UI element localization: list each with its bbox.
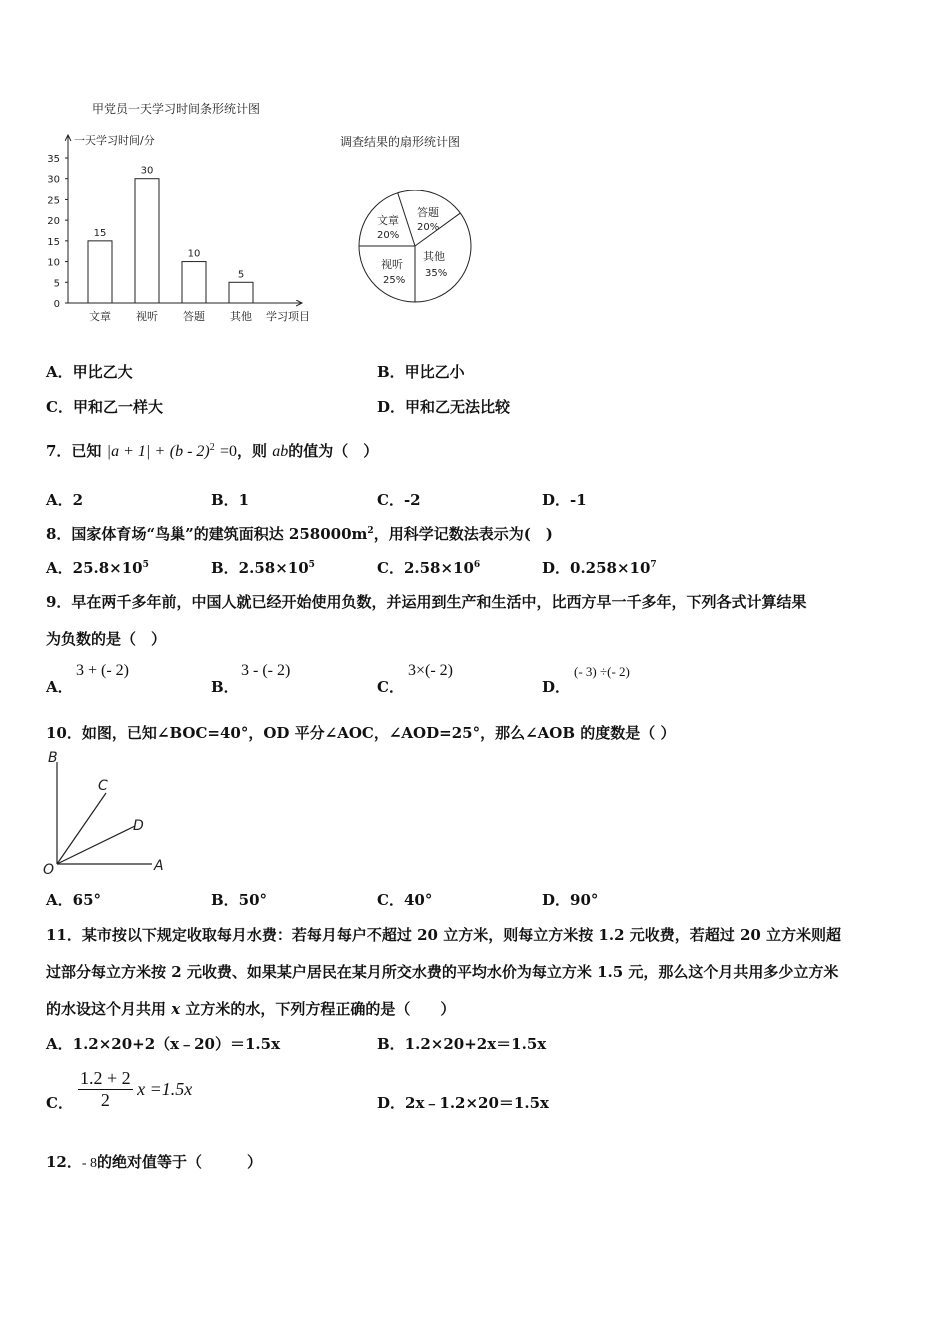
- q7-expr-square: (b - 2): [169, 443, 210, 460]
- q9-option-b-label[interactable]: B．: [211, 678, 239, 696]
- q7-expr-abs: |a + 1|: [106, 443, 151, 460]
- q12-prefix: 12．: [46, 1153, 82, 1171]
- y-tick-label: 10: [47, 257, 60, 269]
- x-axis-label: 学习项目: [266, 310, 310, 323]
- q7-prefix: 7．已知: [46, 442, 102, 460]
- category-label: 视听: [136, 310, 158, 323]
- pie-pct-dati: 20%: [417, 222, 440, 233]
- bar-value-label: 5: [237, 269, 245, 281]
- angle-figure: [40, 748, 175, 878]
- q7-suffix: 的值为（ ）: [288, 442, 379, 460]
- pie-chart: [355, 190, 480, 305]
- q7-ab: ab: [272, 443, 289, 460]
- q12-value: - 8: [81, 1156, 98, 1171]
- question-7: [46, 440, 378, 461]
- y-tick-label: 30: [47, 174, 60, 186]
- q7-mid: ，则: [237, 442, 268, 460]
- category-label: 其他: [230, 310, 252, 323]
- bar-value-label: 10: [187, 248, 201, 260]
- label-c: C: [98, 778, 108, 794]
- q8-text: 8．国家体育场“鸟巢”的建筑面积达 258000m: [46, 525, 368, 543]
- category-label: 答题: [183, 310, 205, 323]
- q11-line3b: 立方米的水，下列方程正确的是（ ）: [180, 1000, 456, 1018]
- y-tick-label: 0: [53, 299, 60, 310]
- q9-option-a-expr[interactable]: 3 + (- 2): [76, 662, 130, 679]
- bar-value-label: 15: [93, 227, 107, 239]
- question-12: [46, 1151, 262, 1172]
- q10-option-b[interactable]: B．50°: [211, 891, 268, 909]
- q9-option-a-label[interactable]: A．: [46, 678, 73, 696]
- pie-pct-wenzhang: 20%: [377, 230, 400, 241]
- q6-option-c[interactable]: C．甲和乙一样大: [46, 398, 163, 416]
- q8-option-b-base: B．2.58×10: [211, 559, 309, 577]
- q8-option-a[interactable]: [46, 557, 149, 578]
- question-8: [46, 523, 553, 544]
- bar-1: [88, 241, 112, 303]
- q11-option-c-label[interactable]: C．: [46, 1094, 73, 1112]
- q6-option-b[interactable]: B．甲比乙小: [377, 363, 465, 381]
- q7-option-c[interactable]: C．-2: [377, 491, 421, 509]
- category-label: 文章: [89, 310, 111, 323]
- q11-option-c-fraction: [78, 1068, 133, 1111]
- q9-option-d-label[interactable]: D．: [542, 678, 571, 696]
- q11-option-d[interactable]: D．2x﹣1.2×20＝1.5x: [377, 1094, 549, 1112]
- q7-option-d[interactable]: D．-1: [542, 491, 587, 509]
- pie-label-wenzhang: 文章: [377, 214, 399, 227]
- q7-expr-eq: =0: [219, 443, 238, 460]
- q11-option-c-rest: x =1.5x: [137, 1079, 193, 1099]
- q6-option-d[interactable]: D．甲和乙无法比较: [377, 398, 511, 416]
- q10-option-c[interactable]: C．40°: [377, 891, 433, 909]
- y-tick-label: 25: [47, 195, 60, 207]
- bar-chart: [40, 125, 330, 330]
- q9-option-c-label[interactable]: C．: [377, 678, 404, 696]
- q7-option-b[interactable]: B．1: [211, 491, 250, 509]
- pie-label-dati: 答题: [417, 206, 439, 219]
- q8-option-a-exp: 5: [142, 560, 149, 570]
- question-11-line3: [46, 998, 455, 1019]
- question-9-line1: 9．早在两千多年前，中国人就已经开始使用负数，并运用到生产和生活中，比西方早一千多年，下列各式计算结果: [46, 593, 807, 611]
- q9-option-b-expr[interactable]: 3 - (- 2): [241, 662, 291, 679]
- question-10: 10．如图，已知∠BOC=40°，OD 平分∠AOC，∠AOD=25°，那么∠AOB 的度数是（ ）: [46, 724, 676, 742]
- q11-option-c-den: 2: [100, 1090, 110, 1110]
- q8-option-b[interactable]: [211, 557, 315, 578]
- y-tick-label: 15: [47, 236, 60, 248]
- label-a: A: [154, 858, 164, 874]
- bar-3: [182, 262, 206, 303]
- pie-label-shiting: 视听: [381, 258, 403, 271]
- y-tick-label: 35: [47, 154, 60, 165]
- q12-suffix: 的绝对值等于（ ）: [97, 1153, 263, 1171]
- q8-option-c-exp: 6: [473, 560, 481, 570]
- q9-option-d-expr[interactable]: (- 3) ÷(- 2): [574, 664, 630, 679]
- pie-pct-qita: 35%: [425, 268, 448, 279]
- q8-option-d-exp: 7: [650, 560, 657, 570]
- bar-2: [135, 179, 159, 303]
- bar-value-label: 30: [140, 165, 154, 177]
- question-9-line2: 为负数的是（ ）: [46, 630, 167, 648]
- q11-option-b[interactable]: B．1.2×20+2x＝1.5x: [377, 1035, 547, 1053]
- q8-option-b-exp: 5: [308, 560, 315, 570]
- q11-option-c-num: 1.2 + 2: [80, 1068, 131, 1088]
- q9-option-c-expr[interactable]: 3×(- 2): [408, 662, 454, 679]
- q8-sup: 2: [367, 526, 374, 536]
- pie-chart-title: 调查结果的扇形统计图: [340, 135, 461, 149]
- q11-option-a[interactable]: A．1.2×20+2（x﹣20）＝1.5x: [46, 1035, 281, 1053]
- pie-slice-divider: [398, 193, 415, 246]
- q8-text2: ，用科学记数法表示为( ): [373, 525, 553, 543]
- q10-option-d[interactable]: D．90°: [542, 891, 599, 909]
- pie-label-qita: 其他: [423, 250, 445, 263]
- question-11-line2: 过部分每立方米按 2 元收费、如果某户居民在某月所交水费的平均水价为每立方米 1.5 元，那么这个月共用多少立方米: [46, 963, 839, 981]
- q11-option-c-expr[interactable]: [78, 1068, 192, 1111]
- q10-option-a[interactable]: A．65°: [46, 891, 102, 909]
- label-b: B: [48, 750, 58, 766]
- label-d: D: [133, 818, 144, 834]
- q7-option-a[interactable]: A．2: [46, 491, 84, 509]
- q6-option-a[interactable]: A．甲比乙大: [46, 363, 133, 381]
- q7-expr-exp: 2: [209, 442, 215, 453]
- bar-chart-title: 甲党员一天学习时间条形统计图: [92, 102, 261, 116]
- ray-od: [57, 826, 135, 864]
- y-axis-label: 一天学习时间/分: [74, 134, 155, 147]
- question-11-line1: 11．某市按以下规定收取每月水费：若每月每户不超过 20 立方米，则每立方米按 1.2 元收费，若超过 20 立方米则超: [46, 926, 842, 944]
- y-tick-label: 20: [47, 216, 60, 228]
- pie-pct-shiting: 25%: [383, 275, 406, 286]
- q8-option-c-base: C．2.58×10: [377, 559, 474, 577]
- q8-option-a-base: A．25.8×10: [46, 559, 143, 577]
- ray-oc: [57, 793, 106, 864]
- q8-option-d[interactable]: [542, 557, 657, 578]
- q7-expr-plus: +: [155, 443, 165, 460]
- q11-line3a: 的水设这个月共用: [46, 1000, 172, 1018]
- q8-option-c[interactable]: [377, 557, 480, 578]
- bar-4: [229, 282, 253, 303]
- label-o: O: [43, 862, 55, 878]
- q11-line3x: x: [171, 1000, 181, 1018]
- y-tick-label: 5: [53, 278, 60, 290]
- q8-option-d-base: D．0.258×10: [542, 559, 651, 577]
